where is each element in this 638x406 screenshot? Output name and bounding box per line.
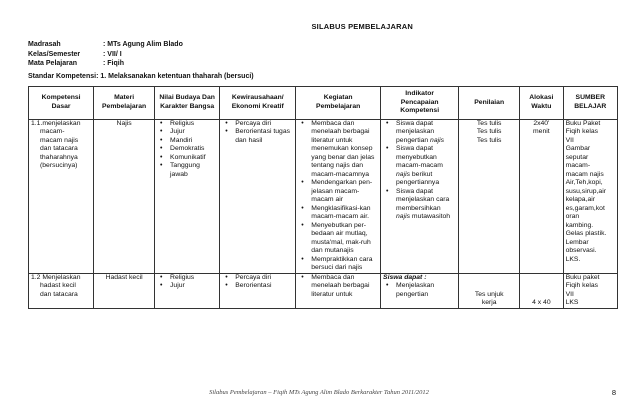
- kewirausahaan-list: [222, 120, 293, 146]
- kompetensi-line: dan tatacara: [40, 290, 78, 298]
- sumber-line: Gelas plastik.: [565, 230, 607, 237]
- cell-kewirausahaan: [220, 273, 296, 308]
- header-nilai: [155, 87, 220, 120]
- header-line: Karakter Bangsa: [160, 102, 215, 110]
- header-indikator: [381, 87, 459, 120]
- kompetensi-line: (bersucinya): [40, 162, 78, 169]
- kewirausahaan-item: • Berorientasi tugas dan hasil: [222, 128, 293, 145]
- kegiatan-list: [298, 274, 378, 300]
- sumber-line: LKS.: [565, 255, 581, 263]
- cell-alokasi: [520, 273, 563, 308]
- penilaian-item: Tes tulis: [476, 128, 502, 135]
- meta-label: Mata Pelajaran: [28, 60, 78, 67]
- sumber-line: Air,Teh,kopi,: [565, 179, 603, 186]
- meta-value: : VII/ I: [103, 50, 122, 58]
- indikator-text: Siswa dapat menjelaskan cara membersihkan: [396, 187, 450, 212]
- cell-sumber: [563, 273, 617, 308]
- page-number: 8: [611, 388, 616, 397]
- cell-kegiatan: [296, 119, 381, 273]
- kegiatan-item: • Mendengarkan pen-jelasan macam-macam air: [298, 179, 378, 205]
- header-line: Indikator: [405, 90, 434, 97]
- penilaian-item: Tes tulis: [476, 136, 502, 144]
- meta-row: [28, 50, 183, 60]
- sumber-line: Fiqih kelas: [565, 282, 599, 289]
- nilai-item: • Jujur: [157, 282, 217, 291]
- syllabus-table: [28, 86, 618, 309]
- cell-penilaian: [459, 273, 520, 308]
- table-header-row: [29, 87, 618, 120]
- penilaian-item: kerja: [481, 299, 497, 306]
- kompetensi-line: macam-: [40, 128, 65, 135]
- indikator-text-after: berikut pengertiannya: [396, 170, 440, 186]
- header-line: Nilai Budaya Dan: [159, 94, 215, 102]
- sumber-line: Fiqih kelas: [565, 128, 599, 135]
- nilai-item: • Tanggung jawab: [157, 162, 217, 179]
- kewirausahaan-item: • Percaya diri: [222, 274, 293, 283]
- kompetensi-rest: [31, 282, 91, 299]
- cell-indikator: [381, 119, 459, 273]
- header-line: BELAJAR: [574, 102, 607, 110]
- cell-alokasi: [520, 119, 563, 273]
- indikator-item: [383, 120, 456, 146]
- header-line: Kompetensi: [41, 94, 81, 102]
- sumber-line: kambing.: [565, 221, 594, 229]
- header-kegiatan: [296, 87, 381, 120]
- sumber-line: Gambar: [565, 145, 591, 152]
- header-kompetensi: [29, 87, 94, 120]
- kegiatan-list: [298, 120, 378, 273]
- sumber-line: Buku paket: [565, 273, 600, 281]
- indikator-term: najis: [396, 170, 411, 178]
- sumber-line: oran: [565, 213, 580, 220]
- table-row: [29, 273, 618, 308]
- nilai-item: • Religius: [157, 274, 217, 283]
- sumber-line: susu,sirup,air: [565, 187, 606, 195]
- nilai-item: • Komunikatif: [157, 154, 217, 163]
- cell-penilaian: [459, 119, 520, 273]
- header-line: Ekonomi Kreatif: [231, 102, 284, 110]
- indikator-text: Siswa dapat menjelaskan pengertian: [396, 119, 435, 144]
- nilai-list: [157, 120, 217, 180]
- header-penilaian: [459, 87, 520, 120]
- kompetensi-line: hadast kecil: [40, 282, 76, 289]
- kegiatan-item: • Mengklasifikasi-kan macam-macam air.: [298, 205, 378, 222]
- nilai-item: • Demokratis: [157, 145, 217, 154]
- sumber-line: es,garam,kot: [565, 204, 605, 212]
- standar-kompetensi: Standar Kompetensi: 1. Melaksanakan ketentuan thaharah (bersuci): [28, 73, 254, 80]
- meta-value: : Fiqih: [103, 60, 124, 67]
- cell-kompetensi: [29, 119, 94, 273]
- meta-label: Madrasah: [28, 41, 61, 48]
- header-line: Pembelajaran: [102, 102, 147, 110]
- kegiatan-item: • Mempraktikkan cara bersuci dari najis: [298, 256, 378, 273]
- sumber-line: macam-: [565, 162, 591, 169]
- meta-label: Kelas/Semester: [28, 50, 81, 58]
- kompetensi-rest: [31, 128, 91, 171]
- indikator-list: [383, 120, 456, 222]
- cell-materi: [94, 273, 155, 308]
- indikator-list: [383, 282, 456, 299]
- nilai-item: • Mandiri: [157, 137, 217, 146]
- sumber-line: observasi.: [565, 247, 597, 254]
- cell-nilai: [155, 119, 220, 273]
- sumber-line: macam najis: [565, 170, 604, 178]
- meta-row: [28, 40, 183, 50]
- sumber-line: seputar: [565, 153, 589, 161]
- kegiatan-item: • Membaca dan menelaah berbagai literatur untuk menemukan konsep yang benar dan jelas tentang najis dan macam-macamnya: [298, 120, 378, 180]
- sumber-line: VII: [565, 136, 574, 144]
- page-footer: Silabus Pembelajaran – Fiqih MTs Agung Alim Blado Berkarakter Tahun 2011/2012: [209, 389, 429, 396]
- header-line: Alokasi: [529, 94, 554, 102]
- cell-kompetensi: [29, 273, 94, 308]
- cell-kegiatan: [296, 273, 381, 308]
- header-line: Kompetensi: [400, 107, 440, 114]
- kewirausahaan-item: • Berorientasi: [222, 282, 293, 291]
- indikator-item: [383, 188, 456, 222]
- indikator-term: najis: [430, 136, 445, 144]
- penilaian-item: Tes tulis: [476, 119, 502, 127]
- meta-value: : MTs Agung Alim Blado: [103, 41, 183, 48]
- indikator-head: Siswa dapat :: [383, 273, 427, 281]
- sumber-line: kelapa,air: [565, 196, 596, 203]
- kegiatan-item: • Membaca dan menelaah berbagai literatur untuk: [298, 274, 378, 300]
- alokasi-line: menit: [533, 128, 550, 135]
- header-line: Pencapaian: [400, 98, 439, 106]
- kompetensi-lead: 1.2 Menjelaskan: [31, 273, 81, 281]
- header-materi: [94, 87, 155, 120]
- sumber-line: Buku Paket: [565, 119, 601, 127]
- header-kewirausahaan: [220, 87, 296, 120]
- penilaian-item: Tes unjuk: [474, 290, 504, 298]
- kewirausahaan-item: • Percaya diri: [222, 120, 293, 129]
- sumber-line: LKS: [565, 299, 579, 306]
- header-line: Pembelajaran: [316, 102, 361, 110]
- indikator-item: [383, 282, 456, 299]
- indikator-text-after: mutawasitoh: [410, 213, 451, 220]
- kompetensi-line: dan tatacara: [40, 145, 78, 152]
- kegiatan-item: • Menyebutkan per-bedaan air mutlaq, musta'mal, mak-ruh dan mutanajis: [298, 222, 378, 256]
- header-sumber: [563, 87, 617, 120]
- header-line: Waktu: [531, 102, 552, 110]
- cell-kewirausahaan: [220, 119, 296, 273]
- materi-text: Hadast kecil: [105, 273, 143, 281]
- header-line: Penilaian: [474, 98, 505, 106]
- meta-row: [28, 59, 183, 69]
- kewirausahaan-list: [222, 274, 293, 291]
- alokasi-line: 4 x 40: [532, 299, 551, 306]
- header-line: Dasar: [51, 102, 71, 110]
- cell-materi: [94, 119, 155, 273]
- table-row: [29, 119, 618, 273]
- sumber-line: VII: [565, 290, 574, 298]
- indikator-term: najis: [396, 213, 411, 220]
- document-meta: [28, 40, 183, 69]
- indikator-text: Siswa dapat menyebutkan macam-macam: [396, 145, 443, 169]
- header-line: SUMBER: [575, 94, 606, 102]
- kompetensi-lead: 1.1.menjelaskan: [31, 119, 81, 127]
- nilai-list: [157, 274, 217, 291]
- nilai-item: • Jujur: [157, 128, 217, 137]
- indikator-text: Menjelaskan pengertian: [396, 282, 435, 298]
- indikator-item: [383, 145, 456, 188]
- header-alokasi: [520, 87, 563, 120]
- kompetensi-line: macam najis: [40, 136, 79, 144]
- header-line: Kewirausahaan/: [231, 94, 284, 102]
- header-line: Kegiatan: [323, 94, 353, 102]
- cell-indikator: [381, 273, 459, 308]
- kompetensi-line: thaharahnya: [40, 153, 78, 161]
- sumber-line: Lembar: [565, 238, 589, 246]
- cell-sumber: [563, 119, 617, 273]
- cell-nilai: [155, 273, 220, 308]
- header-line: Materi: [114, 94, 135, 102]
- nilai-item: • Religius: [157, 120, 217, 129]
- page-title: SILABUS PEMBELAJARAN: [311, 22, 413, 31]
- materi-text: Najis: [116, 119, 132, 127]
- alokasi-line: 2x40': [533, 119, 550, 127]
